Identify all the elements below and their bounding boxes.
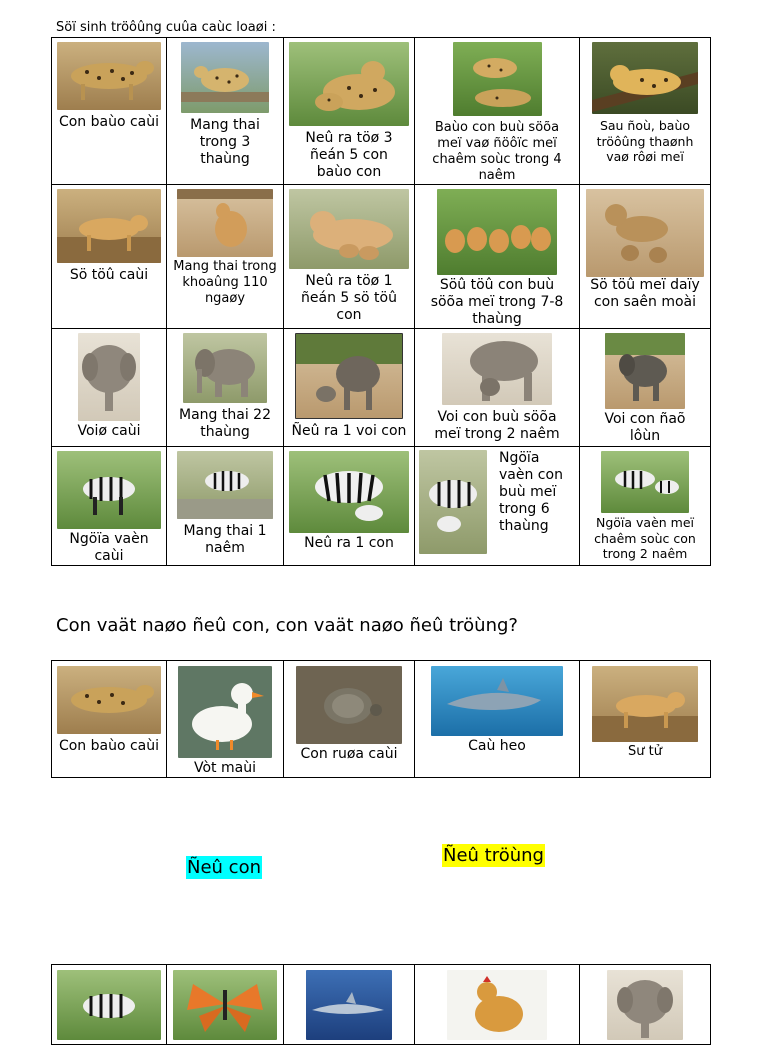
leopard-with-cubs-photo (289, 42, 409, 126)
caption: Ngöïa vaèn con buù meï trong 6 thaùng (499, 450, 563, 534)
elephant-photo (607, 970, 683, 1040)
elephant-calf-nursing-photo (442, 333, 552, 405)
table-row-zebra (52, 447, 711, 566)
caption: Sau ñoù, baùo tröôûng thaønh vaø rôøi meï (596, 118, 694, 164)
caption: Caù heo (468, 738, 526, 754)
table-row-lion (52, 185, 711, 329)
female-elephant-photo (78, 333, 140, 421)
lioness-with-cubs-photo (289, 189, 409, 269)
lion-cubs-photo (437, 189, 557, 275)
lion-teaching-cubs-photo (586, 189, 704, 277)
egg-laying-label: Ñeû tröùng (443, 845, 544, 866)
duck-photo (178, 666, 272, 758)
pregnant-zebra-photo (177, 451, 273, 519)
butterfly-photo (173, 970, 277, 1040)
caption: Con baùo caùi (58, 738, 160, 754)
table-row (52, 965, 711, 1045)
caption: Voi con buù söõa meï trong 2 naêm (434, 409, 560, 442)
sort-table (51, 660, 711, 778)
caption: Mang thai 1 naêm (183, 523, 267, 556)
caption: Con ruøa caùi (300, 746, 398, 762)
pregnant-elephant-photo (183, 333, 267, 403)
pregnant-leopard-photo (181, 42, 269, 113)
caption: Sö töû caùi (69, 267, 149, 283)
caption: Neû ra 1 con (304, 535, 394, 551)
caption: Mang thai trong khoaûng 110 ngaøy (173, 259, 277, 306)
lioness-photo (57, 189, 161, 263)
hen-photo (447, 970, 547, 1040)
grown-elephant-calf-photo (605, 333, 685, 409)
caption: Voiø caùi (77, 423, 141, 439)
leopard-photo (57, 666, 161, 734)
caption: Mang thai trong 3 thaùng (190, 117, 260, 167)
leopard-nursing-photo (453, 42, 542, 116)
caption: Söû töû con buù söõa meï trong 7-8 thaùng (430, 277, 564, 327)
caption: Baùo con buù söõa meï vaø ñöôïc meï chaêm soùc trong 4 naêm (432, 120, 562, 183)
live-birth-label: Ñeû con (187, 857, 261, 878)
animal-photo-table (51, 964, 711, 1045)
caption: Sö töû meï daïy con saên moài (590, 277, 700, 310)
table-row (52, 661, 711, 778)
question-text: Con vaät naøo ñeû con, con vaät naøo ñeû tröùng? (56, 615, 518, 636)
page-title: Söï sinh tröôûng cuûa caùc loaøi : (56, 20, 276, 35)
caption: Ñeû ra 1 voi con (291, 423, 407, 439)
lion-photo (592, 666, 698, 742)
dolphin-photo (431, 666, 563, 736)
caption: Neû ra töø 1 ñeán 5 sö töû con (301, 273, 397, 323)
caption: Ngöïa vaèn meï chaêm soùc con trong 2 naêm (594, 515, 696, 561)
zebra-foal-nursing-photo (419, 450, 487, 554)
leopard-female-photo (57, 42, 161, 110)
female-zebra-photo (57, 451, 161, 529)
caption: Vòt maùi (194, 760, 256, 776)
shark-photo (306, 970, 392, 1040)
caption: Con baùo caùi (58, 114, 160, 130)
caption: Sư tử (628, 744, 662, 759)
elephant-with-calf-photo (295, 333, 403, 419)
adult-leopard-photo (592, 42, 698, 114)
reproduction-table (51, 37, 711, 566)
turtle-photo (296, 666, 402, 744)
caption: Ngöïa vaèn caùi (69, 531, 149, 564)
caption: Mang thai 22 thaùng (179, 407, 271, 440)
caption: Voi con ñaõ lôùn (604, 411, 686, 444)
zebra-photo (57, 970, 161, 1040)
zebra-mother-caring-photo (601, 451, 689, 513)
table-row-elephant (52, 329, 711, 447)
caption: Neû ra töø 3 ñeán 5 con baùo con (305, 130, 393, 180)
zebra-with-foal-photo (289, 451, 409, 533)
table-row-leopard (52, 38, 711, 185)
pregnant-lioness-photo (177, 189, 273, 257)
